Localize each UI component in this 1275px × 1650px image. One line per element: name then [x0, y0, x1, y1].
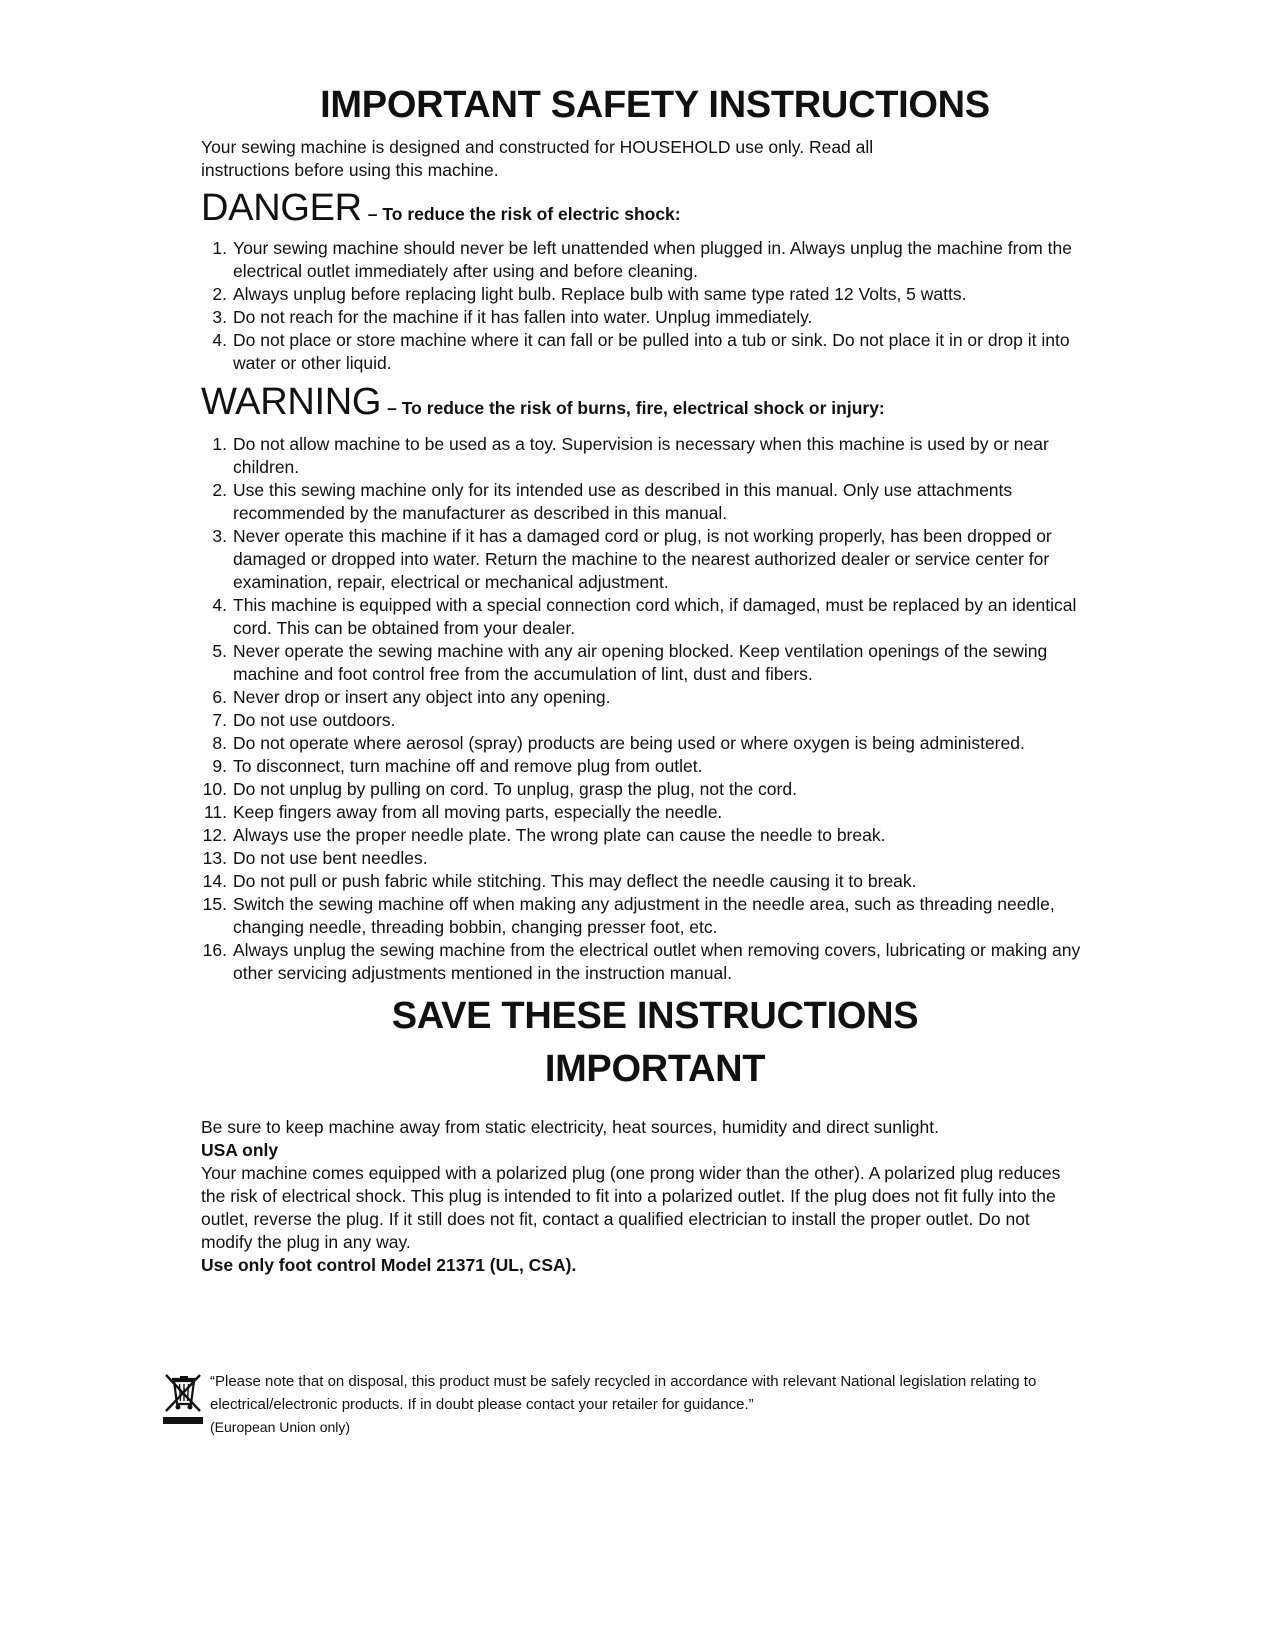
warning-item-number: 11.: [203, 802, 227, 822]
disposal-text-block: [210, 1370, 1110, 1439]
warning-list: [201, 433, 1101, 985]
danger-item-text: Do not reach for the machine if it has fallen into water. Unplug immediately.: [233, 307, 813, 327]
warning-item: [201, 847, 1101, 870]
danger-subheading: – To reduce the risk of electric shock:: [367, 204, 681, 224]
warning-item-text: Keep fingers away from all moving parts, especially the needle.: [233, 802, 723, 822]
foot-control-note: Use only foot control Model 21371 (UL, CSA).: [201, 1255, 577, 1275]
danger-label: DANGER: [201, 187, 362, 229]
warning-item: [201, 893, 1101, 939]
warning-item-text: Never operate the sewing machine with any air opening blocked. Keep ventilation openings of the sewing machine and foot control free from the accumulation of lint, dust and fibers.: [233, 641, 1048, 684]
warning-item-text: Switch the sewing machine off when making any adjustment in the needle area, such as threading needle, changing needle, threading bobbin, changing presser foot, etc.: [233, 894, 1055, 937]
danger-item-number: 3.: [212, 307, 227, 327]
warning-item: [201, 709, 1101, 732]
warning-item-number: 7.: [212, 710, 227, 730]
warning-item-number: 4.: [212, 595, 227, 615]
danger-item: [201, 306, 1101, 329]
warning-item-number: 5.: [212, 641, 227, 661]
warning-item-text: Do not allow machine to be used as a toy. Supervision is necessary when this machine is used by or near children.: [233, 434, 1049, 477]
warning-item-number: 15.: [202, 894, 227, 914]
danger-item-text: Your sewing machine should never be left unattended when plugged in. Always unplug the machine from the electrical outlet immediately after using and before cleaning.: [233, 238, 1072, 281]
warning-item-number: 6.: [212, 687, 227, 707]
warning-item: [201, 479, 1101, 525]
danger-list: [201, 237, 1101, 375]
danger-item-number: 4.: [212, 330, 227, 350]
warning-item-number: 8.: [212, 733, 227, 753]
warning-item-text: Do not use outdoors.: [233, 710, 396, 730]
warning-item-text: Always unplug the sewing machine from the electrical outlet when removing covers, lubricating or making any other servicing adjustments mentioned in the instruction manual.: [233, 940, 1081, 983]
important-text: Be sure to keep machine away from static electricity, heat sources, humidity and direct sunlight.: [201, 1117, 939, 1137]
warning-item: [201, 640, 1101, 686]
warning-item-number: 3.: [212, 526, 227, 546]
warning-item: [201, 732, 1101, 755]
danger-item-number: 2.: [212, 284, 227, 304]
warning-subheading: – To reduce the risk of burns, fire, electrical shock or injury:: [387, 398, 885, 418]
crossed-out-wheelie-bin-icon: [163, 1370, 203, 1426]
warning-item-number: 13.: [202, 848, 227, 868]
warning-heading: [201, 381, 885, 424]
warning-item-text: This machine is equipped with a special connection cord which, if damaged, must be replaced by an identical cord. This can be obtained from your dealer.: [233, 595, 1077, 638]
usa-only-label: USA only: [201, 1140, 279, 1160]
warning-item-text: Never operate this machine if it has a damaged cord or plug, is not working properly, has been dropped or damaged or dropped into water. Return the machine to the nearest authorized dealer or service center for examination, repair, electrical or mechanical adjustment.: [233, 526, 1052, 592]
warning-item-number: 14.: [202, 871, 227, 891]
warning-item: [201, 755, 1101, 778]
intro-text: Your sewing machine is designed and constructed for HOUSEHOLD use only. Read all instructions before using this machine.: [201, 137, 874, 180]
disposal-text: “Please note that on disposal, this product must be safely recycled in accordance with relevant National legislation relating to electrical/electronic products. If in doubt please contact your retailer for guidance.”: [210, 1373, 1037, 1413]
warning-label: WARNING: [201, 381, 382, 423]
warning-item: [201, 525, 1101, 594]
danger-item-text: Always unplug before replacing light bulb. Replace bulb with same type rated 12 Volts, 5 watts.: [233, 284, 967, 304]
warning-item-text: Always use the proper needle plate. The wrong plate can cause the needle to break.: [233, 825, 886, 845]
warning-item: [201, 433, 1101, 479]
warning-item-text: Do not operate where aerosol (spray) products are being used or where oxygen is being administered.: [233, 733, 1025, 753]
danger-item: [201, 237, 1101, 283]
danger-item-text: Do not place or store machine where it can fall or be pulled into a tub or sink. Do not place it in or drop it into water or other liquid.: [233, 330, 1070, 373]
danger-item-number: 1.: [212, 238, 227, 258]
warning-item: [201, 801, 1101, 824]
warning-item-text: To disconnect, turn machine off and remove plug from outlet.: [233, 756, 703, 776]
disposal-note: (European Union only): [210, 1419, 351, 1435]
warning-item: [201, 594, 1101, 640]
save-instructions-heading: SAVE THESE INSTRUCTIONS: [391, 995, 919, 1037]
danger-heading: [201, 187, 681, 230]
danger-item: [201, 283, 1101, 306]
warning-item-number: 2.: [212, 480, 227, 500]
warning-item-number: 12.: [202, 825, 227, 845]
warning-item: [201, 870, 1101, 893]
warning-item-number: 10.: [202, 779, 227, 799]
warning-item: [201, 824, 1101, 847]
danger-item: [201, 329, 1101, 375]
warning-item-text: Do not unplug by pulling on cord. To unplug, grasp the plug, not the cord.: [233, 779, 797, 799]
warning-item-number: 1.: [212, 434, 227, 454]
warning-item: [201, 939, 1101, 985]
warning-item: [201, 778, 1101, 801]
warning-item-number: 16.: [202, 940, 227, 960]
warning-item-text: Do not pull or push fabric while stitching. This may deflect the needle causing it to break.: [233, 871, 917, 891]
polarized-plug-text: Your machine comes equipped with a polarized plug (one prong wider than the other). A polarized plug reduces the risk of electrical shock. This plug is intended to fit into a polarized outlet. If the plug does not fit fully into the outlet, reverse the plug. If it still does not fit, contact a qualified electrician to install the proper outlet. Do not modify the plug in any way.: [201, 1163, 1061, 1252]
warning-item-text: Never drop or insert any object into any opening.: [233, 687, 611, 707]
warning-item-text: Do not use bent needles.: [233, 848, 428, 868]
important-heading: IMPORTANT: [544, 1048, 766, 1090]
warning-item-number: 9.: [212, 756, 227, 776]
warning-item: [201, 686, 1101, 709]
page-title: IMPORTANT SAFETY INSTRUCTIONS: [320, 84, 990, 126]
warning-item-text: Use this sewing machine only for its intended use as described in this manual. Only use attachments recommended by the manufacturer as described in this manual.: [233, 480, 1013, 523]
